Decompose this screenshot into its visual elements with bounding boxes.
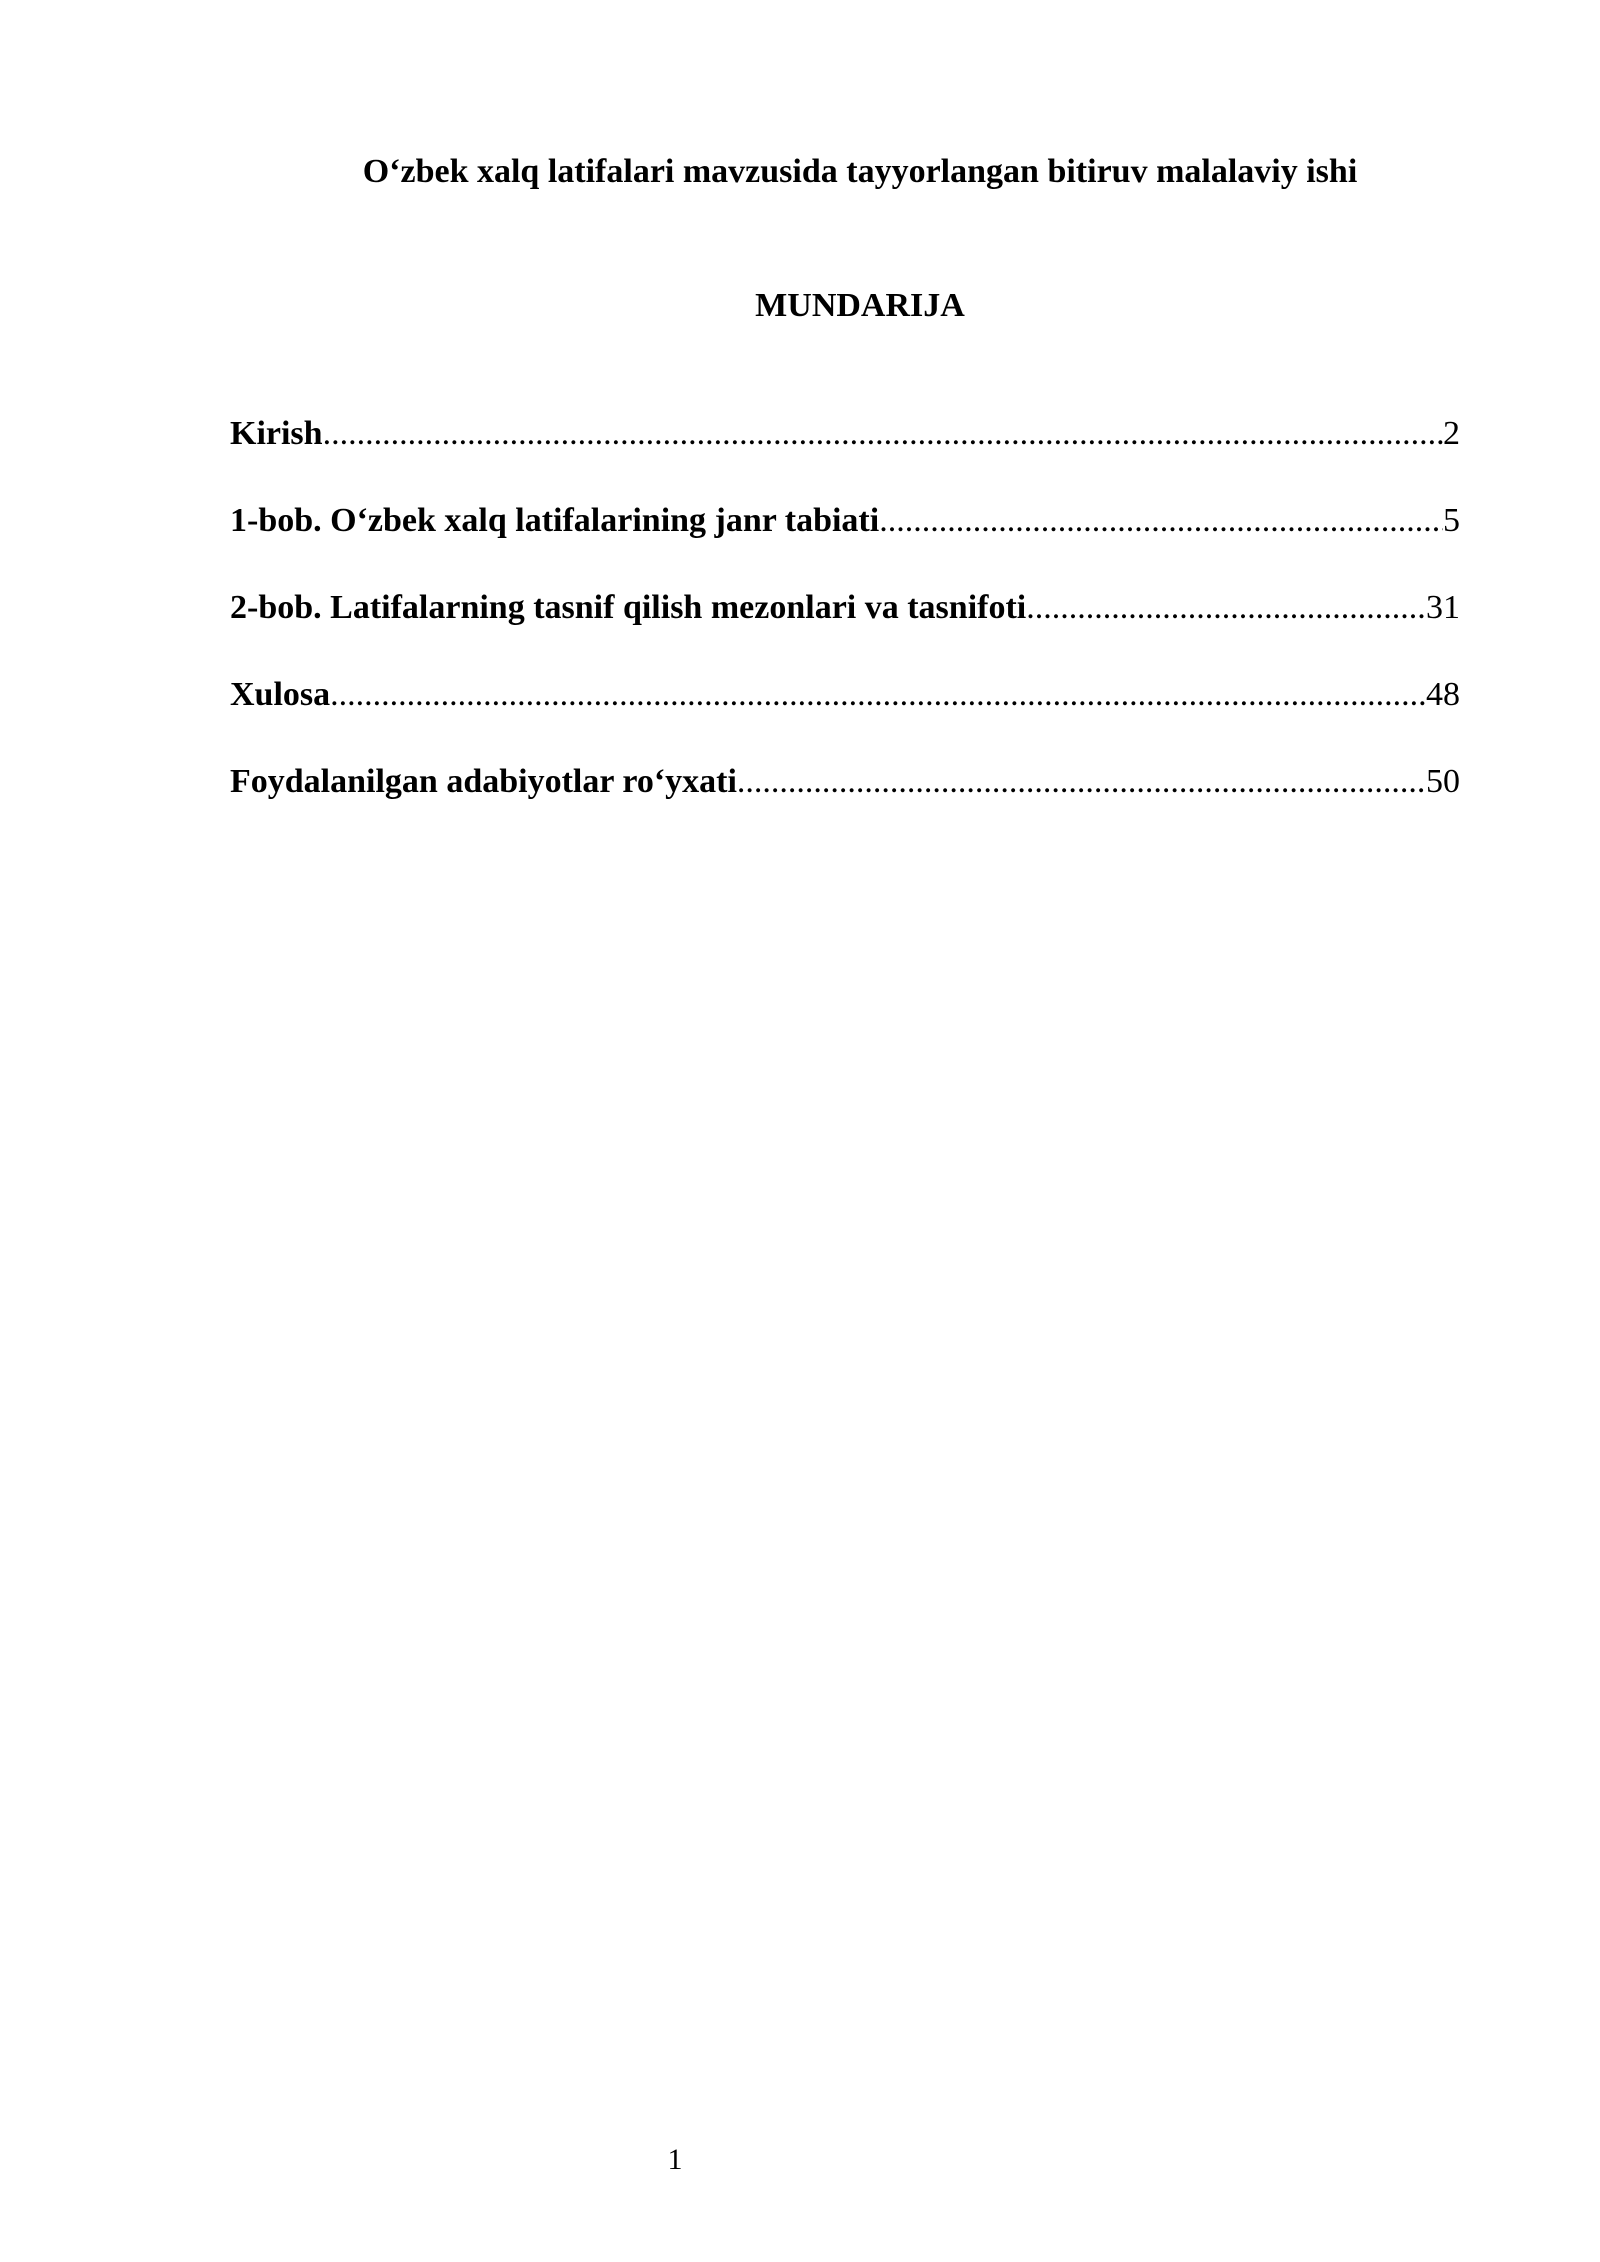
toc-dot-leader [1026,586,1426,630]
table-of-contents [230,412,1460,847]
toc-entry-page: 50 [1426,763,1460,800]
toc-entry-chapter-1 [230,499,1460,543]
toc-entry-kirish [230,412,1460,456]
toc-entry-label: 2-bob. Latifalarning tasnif qilish mezonlari va tasnifoti [230,589,1027,626]
toc-entry-page: 48 [1426,676,1460,713]
page-number: 1 [667,2143,683,2176]
toc-entry-label: 1-bob. O‘zbek xalq latifalarining janr tabiati [230,502,880,539]
toc-dot-leader [323,412,1443,456]
toc-dot-leader [330,673,1426,717]
toc-entry-page: 31 [1426,589,1460,626]
toc-entry-page: 2 [1443,415,1460,452]
toc-entry-page: 5 [1443,502,1460,539]
toc-entry-chapter-2 [230,586,1460,630]
document-title: O‘zbek xalq latifalari mavzusida tayyorlangan bitiruv malalaviy ishi [362,153,1358,190]
toc-dot-leader [737,760,1426,804]
toc-entry-label: Foydalanilgan adabiyotlar ro‘yxati [230,763,737,800]
toc-entry-label: Xulosa [230,676,331,713]
toc-entry-xulosa [230,673,1460,717]
toc-entry-bibliography [230,760,1460,804]
toc-dot-leader [879,499,1443,543]
toc-entry-label: Kirish [230,415,323,452]
toc-heading: MUNDARIJA [755,287,965,324]
